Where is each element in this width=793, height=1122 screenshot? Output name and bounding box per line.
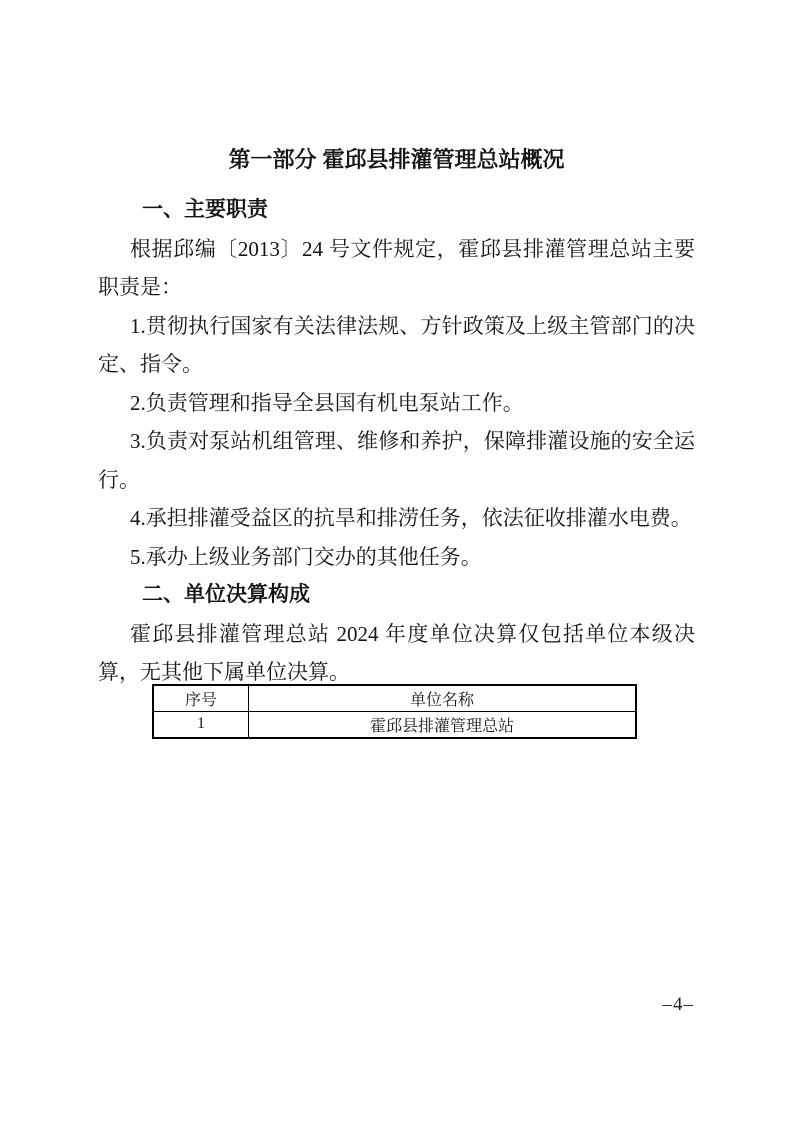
table-cell-seq: 1: [153, 711, 249, 738]
duty-item-1: 1.贯彻执行国家有关法律法规、方针政策及上级主管部门的决定、指令。: [98, 313, 695, 376]
duty-item-3: 3.负责对泵站机组管理、维修和养护，保障排灌设施的安全运行。: [98, 429, 695, 492]
table-header-unit-name: 单位名称: [249, 685, 637, 712]
document-title: 第一部分 霍邱县排灌管理总站概况: [228, 147, 565, 172]
duty-item-2: 2.负责管理和指导全县国有机电泵站工作。: [130, 390, 524, 415]
paragraph-budget-scope: 霍邱县排灌管理总站 2024 年度单位决算仅包括单位本级决算，无其他下属单位决算。: [98, 621, 695, 684]
table-row: [153, 711, 636, 738]
duty-item-4: 4.承担排灌受益区的抗旱和排涝任务，依法征收排灌水电费。: [130, 506, 692, 530]
section-heading-main-duties: 一、主要职责: [142, 198, 268, 221]
unit-list-table: [152, 684, 637, 739]
table-cell-unit-name: 霍邱县排灌管理总站: [249, 711, 637, 738]
table-header-seq: 序号: [153, 685, 249, 712]
paragraph-intro: 根据邱编〔2013〕24 号文件规定，霍邱县排灌管理总站主要职责是：: [98, 236, 695, 299]
section-heading-budget-composition: 二、单位决算构成: [142, 583, 310, 606]
page-number: –4–: [662, 994, 694, 1015]
duty-item-5: 5.承办上级业务部门交办的其他任务。: [130, 544, 482, 569]
